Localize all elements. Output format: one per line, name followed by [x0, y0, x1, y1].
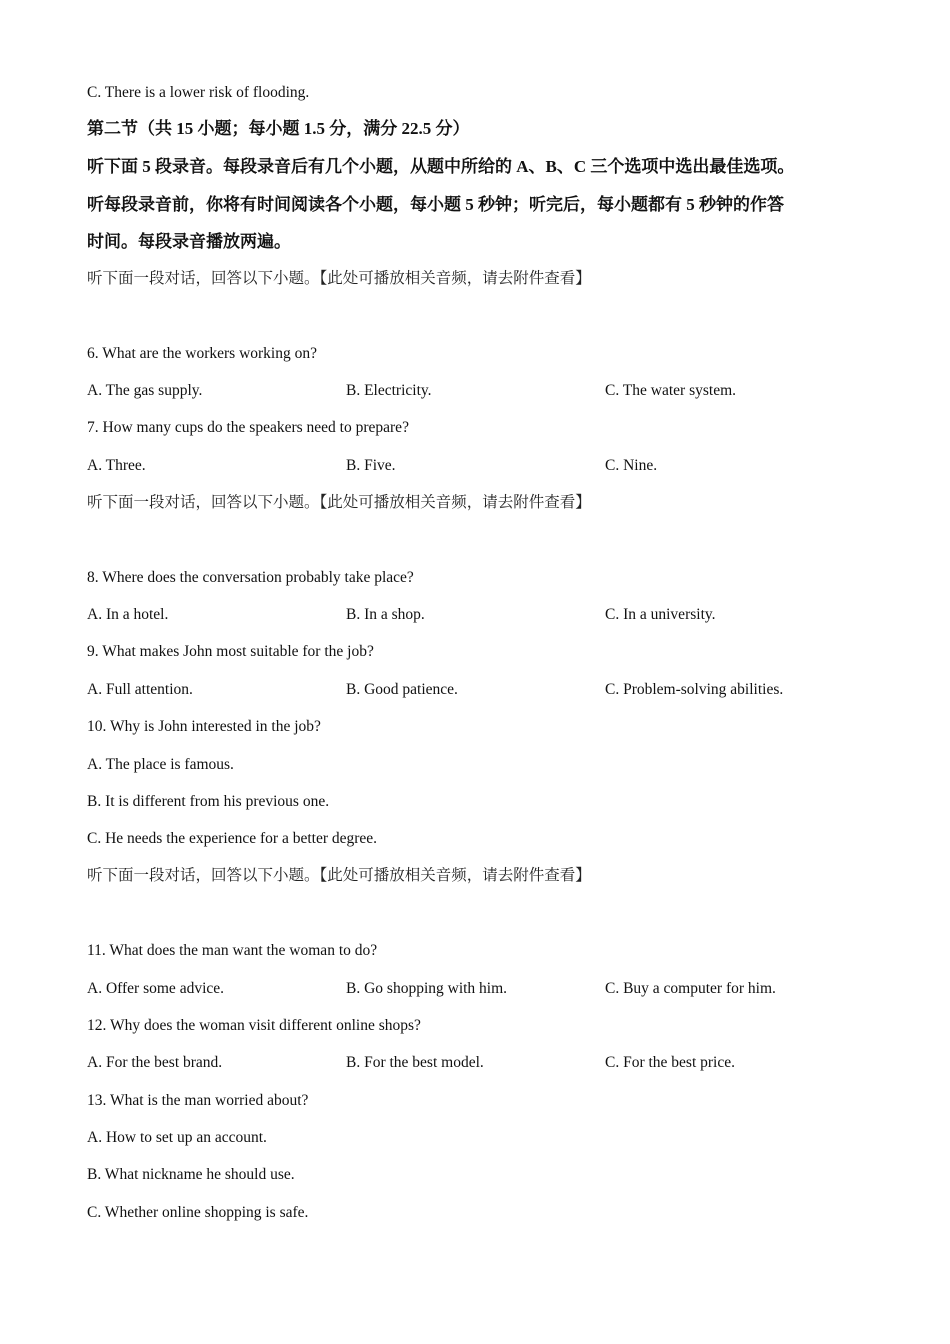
- option-9a: A. Full attention.: [87, 681, 193, 698]
- question-11: 11. What does the man want the woman to do?: [87, 942, 378, 959]
- audio-prompt-3: 听下面一段对话，回答以下小题。【此处可播放相关音频，请去附件查看】: [87, 867, 591, 884]
- question-9: 9. What makes John most suitable for the job?: [87, 643, 374, 660]
- option-10a: A. The place is famous.: [87, 756, 234, 773]
- option-12a: A. For the best brand.: [87, 1054, 223, 1071]
- option-6c: C. The water system.: [605, 382, 737, 399]
- instruction-line-1: 听下面 5 段录音。每段录音后有几个小题，从题中所给的 A、B、C 三个选项中选出最佳选项。: [87, 157, 795, 176]
- option-13c: C. Whether online shopping is safe.: [87, 1204, 309, 1221]
- option-6a: A. The gas supply.: [87, 382, 203, 399]
- option-7b: B. Five.: [346, 457, 396, 474]
- option-8b: B. In a shop.: [346, 606, 425, 623]
- audio-prompt-2: 听下面一段对话，回答以下小题。【此处可播放相关音频，请去附件查看】: [87, 494, 591, 511]
- option-8a: A. In a hotel.: [87, 606, 169, 623]
- question-8: 8. Where does the conversation probably take place?: [87, 569, 414, 586]
- question-7: 7. How many cups do the speakers need to prepare?: [87, 419, 409, 436]
- option-10b: B. It is different from his previous one.: [87, 793, 330, 810]
- option-9c: C. Problem-solving abilities.: [605, 681, 784, 698]
- question-13: 13. What is the man worried about?: [87, 1092, 309, 1109]
- instruction-line-3: 时间。每段录音播放两遍。: [87, 232, 291, 251]
- option-7a: A. Three.: [87, 457, 146, 474]
- section-title: 第二节（共 15 小题；每小题 1.5 分，满分 22.5 分）: [87, 119, 470, 138]
- top-option: C. There is a lower risk of flooding.: [87, 84, 310, 101]
- option-11a: A. Offer some advice.: [87, 980, 225, 997]
- option-11c: C. Buy a computer for him.: [605, 980, 776, 997]
- instruction-line-2: 听每段录音前，你将有时间阅读各个小题，每小题 5 秒钟；听完后，每小题都有 5 秒钟的作答: [87, 195, 784, 214]
- option-12b: B. For the best model.: [346, 1054, 484, 1071]
- option-10c: C. He needs the experience for a better degree.: [87, 830, 378, 847]
- audio-prompt-1: 听下面一段对话，回答以下小题。【此处可播放相关音频，请去附件查看】: [87, 270, 591, 287]
- option-13a: A. How to set up an account.: [87, 1129, 267, 1146]
- question-6: 6. What are the workers working on?: [87, 345, 317, 362]
- option-12c: C. For the best price.: [605, 1054, 736, 1071]
- option-13b: B. What nickname he should use.: [87, 1166, 295, 1183]
- question-12: 12. Why does the woman visit different online shops?: [87, 1017, 421, 1034]
- option-8c: C. In a university.: [605, 606, 716, 623]
- option-7c: C. Nine.: [605, 457, 658, 474]
- option-9b: B. Good patience.: [346, 681, 458, 698]
- option-6b: B. Electricity.: [346, 382, 432, 399]
- option-11b: B. Go shopping with him.: [346, 980, 508, 997]
- question-10: 10. Why is John interested in the job?: [87, 718, 321, 735]
